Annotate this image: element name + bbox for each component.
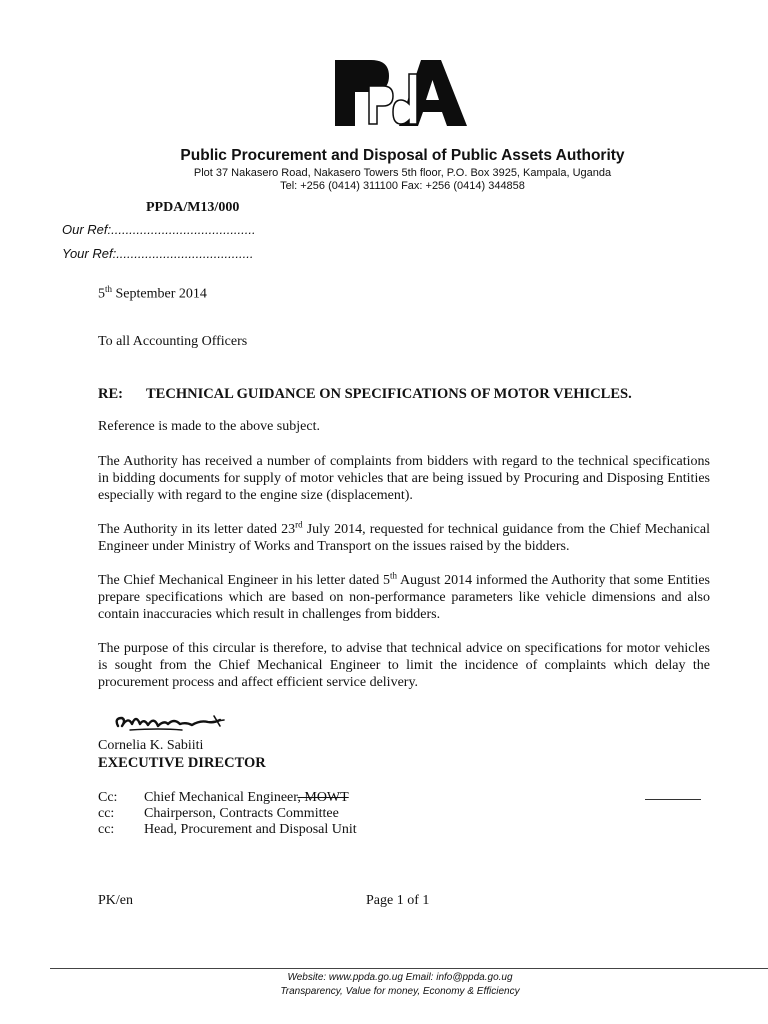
cc-row — [98, 790, 349, 806]
reference-code: PPDA/M13/000 — [146, 200, 240, 215]
org-contact: Tel: +256 (0414) 311100 Fax: +256 (0414) 344858 — [280, 180, 525, 192]
footer-motto: Transparency, Value for money, Economy & Efficiency — [280, 986, 520, 997]
paragraph-2: The Authority has received a number of complaints from bidders with regard to the technical specifications in bidding documents for supply of motor vehicles that are being issued by Procuring and Disposing Entities especially with regard to the engine size (displacement). — [98, 454, 710, 503]
paragraph-3-b: July 2014, requested for technical guidance from the Chief Mechanical Engineer under Ministry of Works and Transport on the issues raised by the bidders. — [98, 522, 710, 554]
stray-dash-mark — [645, 799, 701, 800]
footer-contact: Website: www.ppda.go.ug Email: info@ppda.go.ug — [287, 972, 513, 983]
letter-date — [98, 284, 207, 303]
paragraph-3-a: The Authority in its letter dated 23 — [98, 522, 296, 537]
page-number: Page 1 of 1 — [366, 893, 430, 908]
org-address: Plot 37 Nakasero Road, Nakasero Towers 5th floor, P.O. Box 3925, Kampala, Uganda — [193, 167, 612, 179]
cc-label: cc: — [98, 806, 115, 821]
handwritten-signature — [110, 708, 230, 736]
signatory-title: EXECUTIVE DIRECTOR — [98, 755, 266, 771]
subject-prefix: RE: — [98, 386, 123, 402]
paragraph-4-a: The Chief Mechanical Engineer in his letter dated 5 — [98, 573, 390, 588]
cc-recipient: Chairperson, Contracts Committee — [144, 806, 339, 821]
org-name: Public Procurement and Disposal of Public Assets Authority — [180, 147, 625, 164]
cc-recipient: Chief Mechanical Engineer — [144, 790, 298, 805]
addressee: To all Accounting Officers — [98, 334, 248, 349]
date-rest: September 2014 — [112, 286, 207, 302]
date-suffix: th — [105, 284, 113, 294]
subject-text: TECHNICAL GUIDANCE ON SPECIFICATIONS OF MOTOR VEHICLES. — [146, 386, 632, 402]
paragraph-3-sup: rd — [295, 519, 303, 530]
paragraph-4-b: August 2014 informed the Authority that some Entities prepare specifications which are based on non-performance parameters like vehicle dimensions and also contain inaccuracies which result in challenges from bidders. — [98, 573, 710, 622]
cc-label: cc: — [98, 822, 115, 837]
typist-initials: PK/en — [98, 893, 133, 908]
paragraph-1: Reference is made to the above subject. — [98, 419, 320, 434]
cc-recipient: Head, Procurement and Disposal Unit — [144, 822, 357, 837]
paragraph-4-sup: th — [389, 570, 397, 581]
footer-divider — [50, 968, 768, 969]
paragraph-4 — [98, 572, 710, 623]
cc-row — [98, 806, 339, 822]
ppda-logo — [333, 58, 468, 128]
paragraph-3 — [98, 521, 710, 555]
your-ref: Your Ref:...................................... — [62, 246, 254, 261]
signatory-name: Cornelia K. Sabiiti — [98, 738, 204, 753]
paragraph-5: The purpose of this circular is therefore, to advise that technical advice on specifications for motor vehicles is sought from the Chief Mechanical Engineer to limit the incidence of complaints which delay the procurement process and affect efficient service delivery. — [98, 641, 710, 690]
cc-struck-text: , MOWT — [297, 790, 349, 805]
our-ref: Our Ref:........................................ — [62, 222, 256, 237]
subject-line — [98, 386, 632, 403]
cc-row — [98, 822, 357, 838]
cc-label: Cc: — [98, 790, 118, 805]
date-day: 5 — [98, 286, 105, 302]
